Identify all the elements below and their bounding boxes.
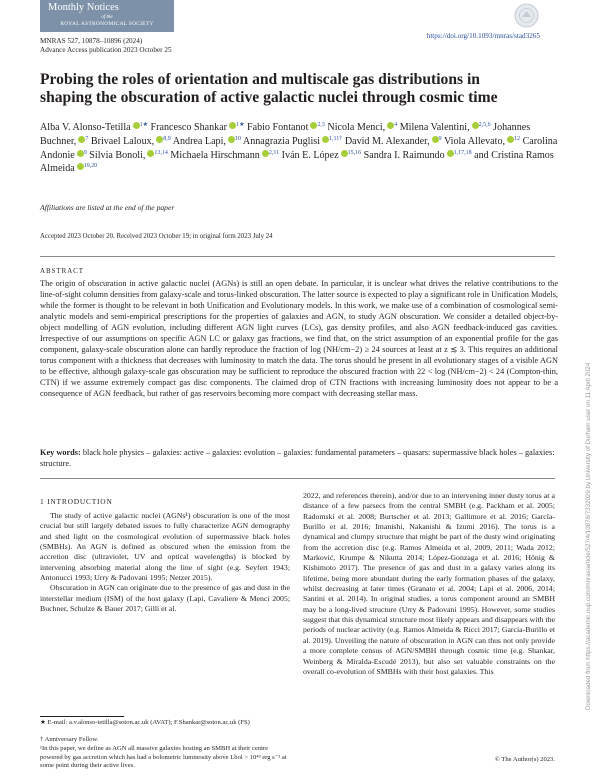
- footnote-email: ★ E-mail: a.v.alonso-tetilla@soton.ac.uk (AVAT); F.Shankar@soton.ac.uk (FS): [40, 719, 250, 726]
- doi-link[interactable]: https://doi.org/10.1093/mnras/stad3265: [426, 32, 540, 40]
- orcid-icon[interactable]: [228, 136, 235, 143]
- affiliation-number[interactable]: 2,3: [317, 122, 325, 128]
- author-name: Carolina Andonie: [40, 135, 558, 161]
- affiliation-number[interactable]: 1,17,18: [453, 149, 472, 156]
- keywords: [40, 447, 558, 469]
- affiliation-number[interactable]: 1,11†: [329, 135, 343, 142]
- affiliation-number[interactable]: 8,9: [163, 135, 171, 142]
- author-name: Brivael Laloux,: [90, 135, 155, 147]
- journal-banner: [40, 0, 174, 32]
- divider: [40, 478, 555, 479]
- orcid-icon[interactable]: [229, 122, 236, 129]
- affiliations-note: Affiliations are listed at the end of the paper: [40, 203, 175, 212]
- affiliation-number[interactable]: 2,5,6: [478, 122, 491, 128]
- orcid-icon[interactable]: [447, 150, 454, 157]
- keywords-label: Key words:: [40, 448, 81, 457]
- article-dates: Accepted 2023 October 20. Received 2023 October 19; in original form 2023 July 24: [40, 233, 273, 240]
- orcid-icon[interactable]: [322, 136, 329, 143]
- footnote-agn-definition: ¹In this paper, we define as AGN all massive galaxies hosting an SMBH at their centre powered by gas accretion which has had a bolometric luminosity above Lbol > 10⁴³ erg s⁻¹ at some point during their active lives.: [40, 745, 287, 770]
- author-list: [40, 121, 560, 176]
- divider: [40, 256, 555, 257]
- article-title: Probing the roles of orientation and multiscale gas distributions in shaping the obscuration of active galactic nuclei through cosmic time: [40, 71, 498, 106]
- orcid-icon[interactable]: [77, 163, 84, 170]
- journal-of-the: of the: [101, 15, 113, 20]
- affiliation-number[interactable]: 13,14: [154, 149, 168, 156]
- author-name: Andrea Lapi,: [172, 135, 226, 147]
- author-name: Silvia Bonoli,: [89, 149, 146, 161]
- affiliation-number[interactable]: 9: [83, 149, 87, 156]
- orcid-icon[interactable]: [341, 150, 348, 157]
- affiliation-number[interactable]: 12: [514, 135, 521, 142]
- affiliation-number[interactable]: 4: [394, 122, 398, 128]
- affiliation-number[interactable]: 2,11: [268, 149, 280, 156]
- ras-seal-icon: [514, 3, 539, 28]
- affiliation-number[interactable]: 10: [234, 135, 241, 142]
- author-name: Michaela Hirschmann: [170, 149, 260, 161]
- download-note-text: Downloaded from https://academic.oup.com/mnras/article/527/4/10878/7332029 by University of Durham user on 11 April 2024: [585, 362, 592, 710]
- affiliation-number[interactable]: 19,20: [83, 163, 98, 170]
- keywords-text: black hole physics – galaxies: active – galaxies: evolution – galaxies: fundamental parameters – quasars: supermassive black holes – galaxies: structure.: [40, 448, 555, 468]
- advance-access-line: Advance Access publication 2023 October 25: [40, 46, 172, 54]
- orcid-icon[interactable]: [472, 122, 479, 129]
- author-name: Johannes Buchner,: [40, 122, 531, 147]
- footnote-fellow: † Anniversary Fellow.: [40, 736, 99, 743]
- author-name: Sandra I. Raimundo: [363, 149, 445, 161]
- affiliation-number[interactable]: 1★: [236, 122, 245, 128]
- author-name: Annagrazia Puglisi: [242, 135, 320, 147]
- journal-society: ROYAL ASTRONOMICAL SOCIETY: [60, 21, 154, 27]
- author-name: Francesco Shankar: [150, 122, 228, 133]
- author-name: and Cristina Ramos Almeida: [40, 149, 554, 175]
- orcid-icon[interactable]: [432, 136, 439, 143]
- affiliation-number[interactable]: 1★: [139, 122, 148, 128]
- abstract-text: The origin of obscuration in active galactic nuclei (AGNs) is still an open debate. In particular, it is unclear what drives the relative contributions to the line-of-sight column densities from galaxy-scale and torus-linked obscuration. The latter source is expected to play a significant role in Unification Models, while the former is thought to be relevant in both Unification and Evolutionary models. In this work, we make use of a combination of cosmological semi-analytic models and semi-empirical prescriptions for the properties of galaxies and AGN, to study AGN obscuration. We consider a detailed object-by-object modelling of AGN evolution, including different AGN light curves (LCs), gas density profiles, and also AGN feedback-induced gas cavities. Irrespective of our assumptions on specific AGN LC or galaxy gas fractions, we find that, on the strict assumption of an exponential profile for the gas component, galaxy-scale obscuration alone can hardly reproduce the fraction of log (NH/cm−2) ≥ 24 sources at least at z ≲ 3. This requires an additional torus component with a thickness that decreases with luminosity to match the data. The torus should be present in all evolutionary stages of a visible AGN to be effective, although galaxy-scale gas obscuration may be sufficient to reproduce the obscured fraction with 22 < log (NH/cm−2) < 24 (Compton-thin, CTN) if we assume extremely compact gas disc components. The claimed drop of CTN fractions with increasing luminosity does not appear to be a consequence of AGN feedback, but rather of gas reservoirs becoming more compact with decreasing stellar mass.: [40, 279, 558, 398]
- author-name: Iván E. López: [281, 149, 339, 161]
- paragraph: The study of active galactic nuclei (AGNs¹) obscuration is one of the most crucial but still largely debated issues to fully characterize AGN demography and shed light on the cosmological evolution of supermassive black holes (SMBHs). An AGN is defined as obscured when the emission from the accretion disc (ultraviolet, UV and optical wavelengths) is blocked by intervening absorbing material along the line of sight (e.g. Seyfert 1943; Antonucci 1993; Urry & Padovani 1995; Netzer 2015).: [40, 511, 290, 583]
- right-column: [303, 491, 555, 677]
- footnote-rule: [40, 716, 124, 717]
- orcid-icon[interactable]: [133, 122, 140, 129]
- left-column: [40, 511, 290, 614]
- orcid-icon[interactable]: [77, 150, 84, 157]
- section-heading: 1 INTRODUCTION: [40, 497, 113, 506]
- author-name: Alba V. Alonso-Tetilla: [40, 122, 131, 133]
- orcid-icon[interactable]: [507, 136, 514, 143]
- affiliation-number[interactable]: 7: [85, 135, 89, 142]
- paragraph: Obscuration in AGN can originate due to the presence of gas and dust in the interstellar medium (ISM) of the host galaxy (Lapi, Cavaliere & Menci 2005; Buchner, Schulze & Bauer 2017; Gilli et al.: [40, 583, 290, 614]
- journal-name: Monthly Notices: [48, 2, 119, 13]
- author-name: David M. Alexander,: [344, 135, 430, 147]
- paragraph: 2022, and references therein), and/or due to an intervening inner dusty torus at a distance of a few parsecs from the central SMBH (e.g. Packham et al. 2005; Radomski et al. 2008; Burtscher et al. 2013; Gallimore et al. 2016; García-Burillo et al. 2016; Imanishi, Nakanishi & Izumi 2016). The torus is a dynamical and clumpy structure that might be part of the dusty wind originating from the accretion disc (e.g. Ramos Almeida et al. 2009, 2011; Wada 2012; Marković, Krumpe & Nikutta 2014; López-Gonzaga et al. 2016; Hönig & Kishimoto 2017). The presence of gas and dust in a galaxy varies along its lifetime, being more abundant during the early formation phases of the galaxy, whilst decreasing at later times (Granato et al. 2004; Lapi et al. 2006, 2014; Santini et al. 2014). In original studies, a torus component around an SMBH may be a long-lived structure (Urry & Padovani 1995). However, some studies suggest that this dynamical structure most likely appears and disappears with the periods of nuclear activity (e.g. Ramos Almeida & Ricci 2017; García-Burillo et al. 2019). Unveiling the nature of obscuration in AGN can thus not only provide a more complete census of AGN/SMBH through cosmic time (e.g. Shankar, Weinberg & Miralda-Escudé 2013), but also set valuable constraints on the overall co-evolution of SMBHs with their host galaxies. This: [303, 491, 555, 676]
- author-name: Viola Allevato,: [443, 135, 506, 147]
- affiliation-number[interactable]: 15,16: [347, 149, 362, 156]
- download-note: [577, 150, 592, 710]
- author-name: Fabio Fontanot: [246, 122, 309, 133]
- affiliation-number[interactable]: 9: [438, 135, 442, 142]
- abstract-heading: ABSTRACT: [40, 268, 84, 275]
- orcid-icon[interactable]: [262, 150, 269, 157]
- author-name: Milena Valentini,: [399, 122, 470, 133]
- citation-line: MNRAS 527, 10878–10896 (2024): [40, 37, 143, 45]
- copyright: © The Author(s) 2023.: [494, 756, 555, 763]
- author-name: Nicola Menci,: [327, 122, 386, 133]
